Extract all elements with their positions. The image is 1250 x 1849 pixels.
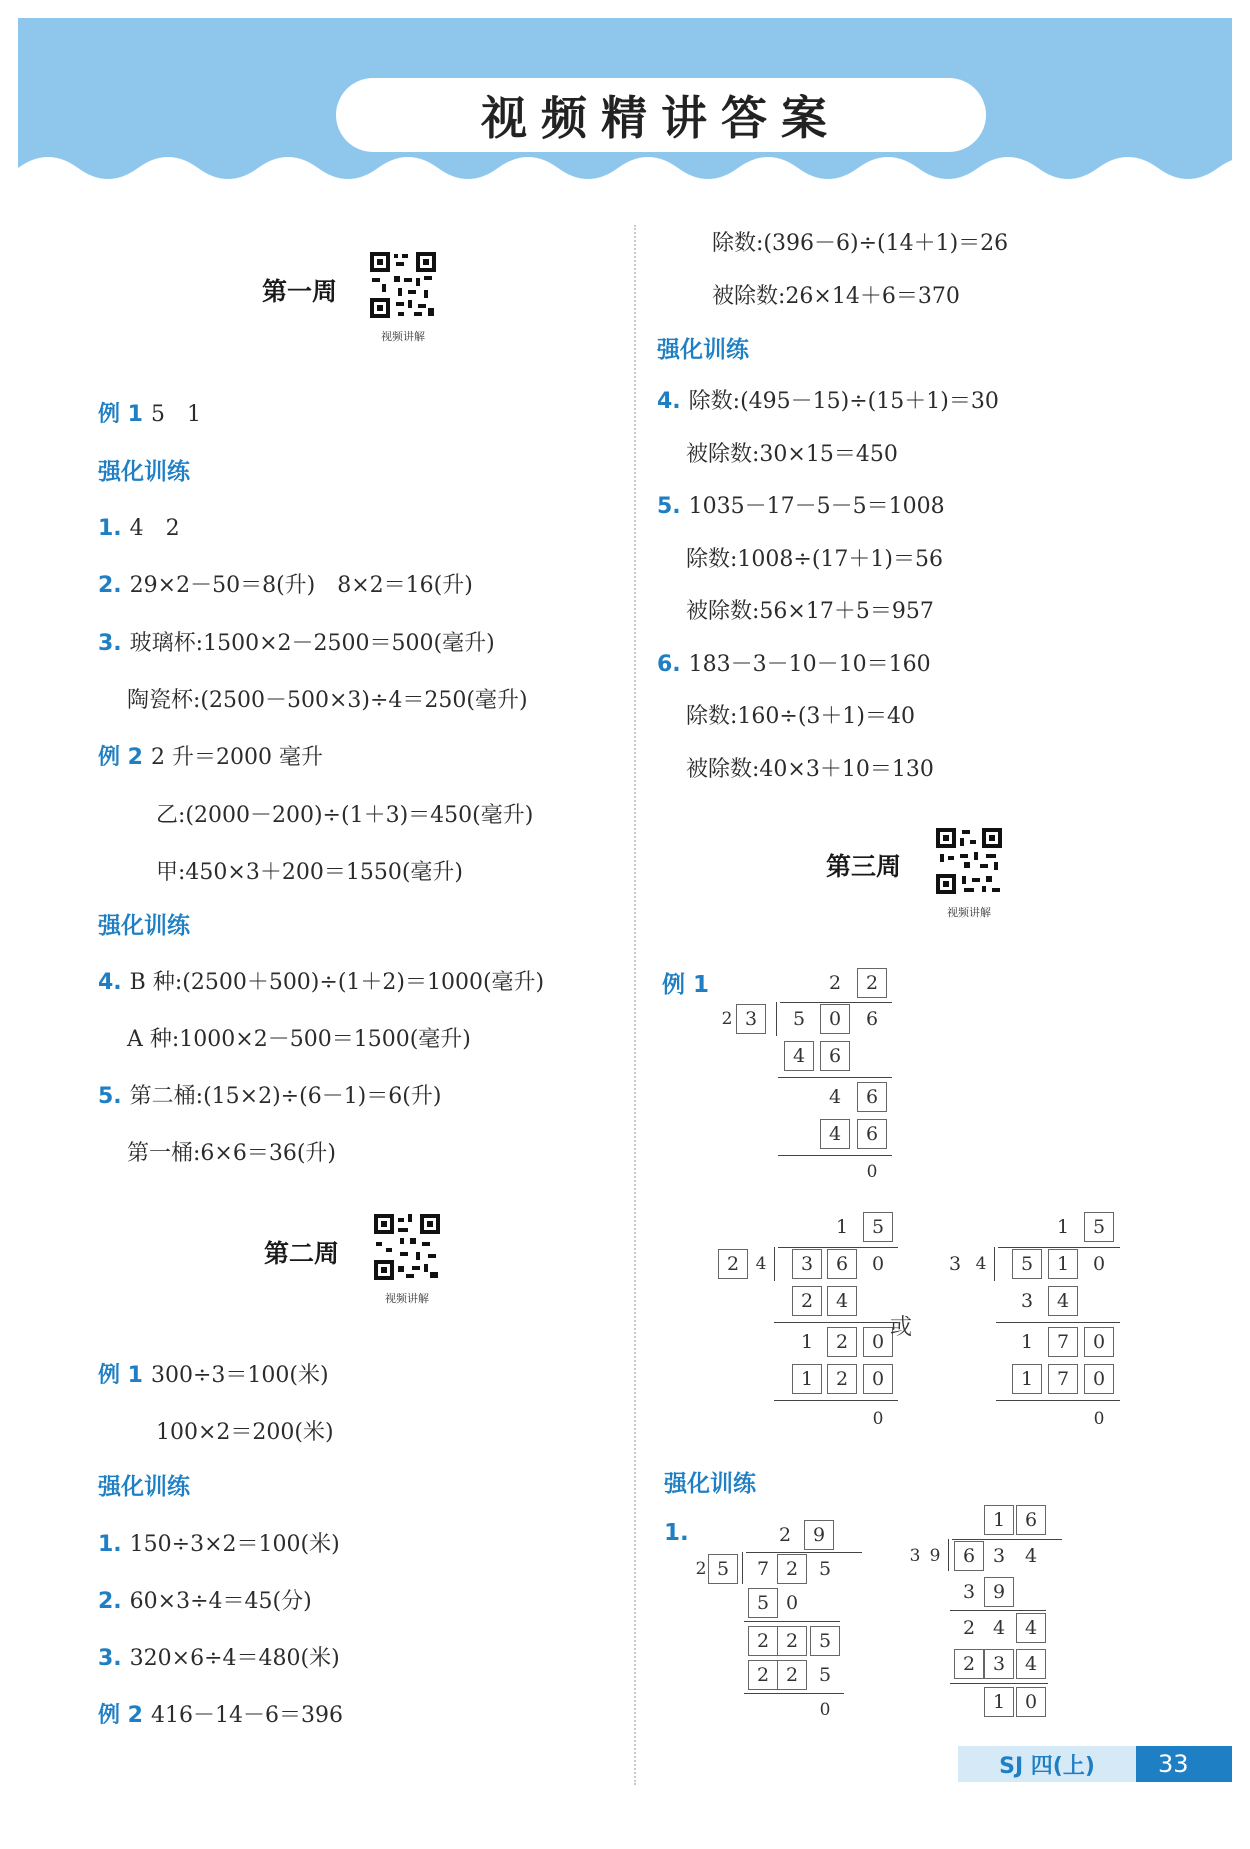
digit-cell: 0	[1084, 1364, 1114, 1394]
division-line	[774, 1322, 898, 1323]
digit-cell: 5	[818, 1558, 832, 1580]
right-answer-5c: 被除数:56×17＋5＝957	[686, 599, 934, 624]
item-label: 例 2	[98, 1703, 143, 1728]
w2-example-1: 例 1 300÷3＝100(米)	[98, 1363, 329, 1388]
digit-cell: 3	[948, 1253, 962, 1275]
digit-cell: 0	[1092, 1253, 1106, 1275]
digit-cell: 6	[857, 1119, 887, 1149]
item-label: 1.	[98, 516, 122, 541]
division-line	[952, 1539, 1062, 1540]
digit-cell: 3	[909, 1546, 921, 1566]
qr-code-icon[interactable]	[372, 1212, 442, 1282]
item-label: 2.	[98, 1589, 122, 1614]
w1-example-2b: 乙:(2000－200)÷(1＋3)＝450(毫升)	[156, 803, 534, 828]
digit-cell: 1	[835, 1216, 849, 1238]
division-line	[778, 1077, 892, 1078]
item-label: 例 1	[98, 1363, 143, 1388]
digit-cell: 2	[777, 1660, 807, 1690]
digit-cell: 7	[756, 1558, 770, 1580]
right-answer-6c: 被除数:40×3＋10＝130	[686, 757, 934, 782]
week-1-heading: 第一周	[262, 277, 338, 306]
item-label: 4.	[98, 970, 122, 995]
digit-cell: 1	[984, 1687, 1014, 1717]
digit-cell: 4	[820, 1119, 850, 1149]
digit-cell: 3	[984, 1649, 1014, 1679]
digit-cell: 0	[1016, 1687, 1046, 1717]
w2-example-1b: 100×2＝200(米)	[156, 1420, 334, 1445]
digit-cell: 1	[792, 1364, 822, 1394]
digit-cell: 2	[954, 1649, 984, 1679]
digit-cell: 2	[777, 1626, 807, 1656]
digit-cell: 4	[1024, 1545, 1038, 1567]
long-division	[900, 1505, 1070, 1730]
division-line	[746, 1552, 862, 1553]
digit-cell: 2	[748, 1660, 778, 1690]
w1-example-2: 例 2 2 升＝2000 毫升	[98, 745, 323, 770]
division-line	[776, 1002, 777, 1036]
right-line-1: 除数:(396－6)÷(14＋1)＝26	[712, 231, 1009, 256]
w1-answer-5: 5. 第二桶:(15×2)÷(6－1)＝6(升)	[98, 1084, 442, 1109]
division-line	[950, 1683, 1048, 1684]
division-line	[948, 1539, 949, 1571]
digit-cell: 3	[792, 1249, 822, 1279]
digit-cell: 0	[785, 1592, 799, 1614]
digit-cell: 1	[800, 1331, 814, 1353]
digit-cell: 6	[827, 1249, 857, 1279]
digit-cell: 1	[1012, 1364, 1042, 1394]
question-number: 1.	[664, 1520, 689, 1546]
digit-cell: 0	[1093, 1409, 1105, 1429]
section-heading: 强化训练	[664, 1471, 756, 1497]
item-label: 3.	[98, 1646, 122, 1671]
item-label: 例 1	[98, 402, 143, 427]
digit-cell: 2	[827, 1327, 857, 1357]
digit-cell: 2	[777, 1554, 807, 1584]
or-text: 或	[890, 1315, 913, 1340]
digit-cell: 4	[975, 1254, 987, 1274]
digit-cell: 2	[748, 1626, 778, 1656]
item-label: 5.	[98, 1084, 122, 1109]
digit-cell: 1	[1020, 1331, 1034, 1353]
item-label: 6.	[657, 652, 681, 677]
digit-cell: 9	[984, 1577, 1014, 1607]
digit-cell: 4	[828, 1086, 842, 1108]
digit-cell: 4	[1016, 1649, 1046, 1679]
qr-code-icon[interactable]	[934, 826, 1004, 896]
digit-cell: 2	[718, 1249, 748, 1279]
w1-answer-3: 3. 玻璃杯:1500×2－2500＝500(毫升)	[98, 631, 495, 656]
book-code: SJ 四(上)	[958, 1746, 1136, 1782]
digit-cell: 6	[1016, 1505, 1046, 1535]
w2-answer-1: 1. 150÷3×2＝100(米)	[98, 1532, 340, 1557]
digit-cell: 4	[755, 1254, 767, 1274]
column-divider	[634, 225, 636, 1785]
digit-cell: 5	[863, 1212, 893, 1242]
right-answer-5b: 除数:1008÷(17＋1)＝56	[686, 547, 943, 572]
digit-cell: 2	[721, 1009, 733, 1029]
right-answer-4b: 被除数:30×15＝450	[686, 442, 898, 467]
digit-cell: 6	[820, 1041, 850, 1071]
division-line	[998, 1247, 1120, 1248]
digit-cell: 5	[792, 1008, 806, 1030]
qr-caption: 视频讲解	[385, 1292, 429, 1305]
digit-cell: 0	[872, 1409, 884, 1429]
digit-cell: 0	[820, 1004, 850, 1034]
digit-cell: 9	[929, 1546, 941, 1566]
qr-code-icon[interactable]	[368, 250, 438, 320]
page-number: 33	[1158, 1750, 1189, 1778]
w1-answer-5b: 第一桶:6×6＝36(升)	[127, 1141, 337, 1166]
digit-cell: 4	[1048, 1286, 1078, 1316]
digit-cell: 4	[992, 1617, 1006, 1639]
digit-cell: 5	[748, 1588, 778, 1618]
digit-cell: 5	[810, 1626, 840, 1656]
example-label: 例 1	[662, 972, 710, 998]
digit-cell: 1	[984, 1505, 1014, 1535]
digit-cell: 3	[736, 1004, 766, 1034]
qr-caption: 视频讲解	[381, 330, 425, 343]
header-banner	[18, 18, 1232, 188]
division-line	[742, 1552, 743, 1584]
digit-cell: 5	[708, 1554, 738, 1584]
section-heading: 强化训练	[98, 459, 190, 485]
division-line	[996, 1400, 1120, 1401]
digit-cell: 7	[1048, 1364, 1078, 1394]
item-label: 5.	[657, 494, 681, 519]
digit-cell: 0	[871, 1253, 885, 1275]
digit-cell: 9	[804, 1520, 834, 1550]
item-label: 例 2	[98, 745, 143, 770]
digit-cell: 7	[1048, 1327, 1078, 1357]
division-line	[780, 1002, 892, 1003]
page-title: 视频精讲答案	[481, 91, 841, 145]
right-answer-5: 5. 1035－17－5－5＝1008	[657, 494, 945, 519]
division-line	[994, 1247, 995, 1281]
digit-cell: 2	[962, 1617, 976, 1639]
w1-example-2c: 甲:450×3＋200＝1550(毫升)	[156, 860, 463, 885]
digit-cell: 1	[1056, 1216, 1070, 1238]
division-line	[744, 1693, 844, 1694]
digit-cell: 3	[1020, 1290, 1034, 1312]
division-line	[744, 1621, 840, 1622]
w2-answer-3: 3. 320×6÷4＝480(米)	[98, 1646, 340, 1671]
digit-cell: 4	[784, 1041, 814, 1071]
w2-answer-2: 2. 60×3÷4＝45(分)	[98, 1589, 312, 1614]
w1-answer-4: 4. B 种:(2500＋500)÷(1＋2)＝1000(毫升)	[98, 970, 545, 995]
digit-cell: 6	[954, 1541, 984, 1571]
digit-cell: 3	[962, 1581, 976, 1603]
section-heading: 强化训练	[657, 337, 749, 363]
item-label: 1.	[98, 1532, 122, 1557]
division-line	[778, 1155, 892, 1156]
digit-cell: 5	[818, 1664, 832, 1686]
right-answer-6b: 除数:160÷(3＋1)＝40	[686, 704, 915, 729]
item-label: 4.	[657, 389, 681, 414]
digit-cell: 0	[863, 1327, 893, 1357]
right-line-2: 被除数:26×14＋6＝370	[712, 284, 960, 309]
w1-example-1: 例 1 5 1	[98, 402, 201, 427]
w2-example-2: 例 2 416－14－6＝396	[98, 1703, 343, 1728]
digit-cell: 2	[792, 1286, 822, 1316]
division-line	[774, 1400, 898, 1401]
digit-cell: 0	[863, 1364, 893, 1394]
week-3-heading: 第三周	[826, 852, 902, 881]
digit-cell: 4	[1016, 1613, 1046, 1643]
division-line	[950, 1610, 1046, 1611]
w1-answer-2: 2. 29×2－50＝8(升) 8×2＝16(升)	[98, 573, 473, 598]
digit-cell: 1	[1048, 1249, 1078, 1279]
digit-cell: 0	[819, 1700, 831, 1720]
section-heading: 强化训练	[98, 1474, 190, 1500]
division-line	[774, 1247, 775, 1281]
digit-cell: 0	[866, 1162, 878, 1182]
item-label: 2.	[98, 573, 122, 598]
week-2-heading: 第二周	[264, 1239, 340, 1268]
long-division	[718, 1212, 898, 1437]
section-heading: 强化训练	[98, 913, 190, 939]
page-footer	[958, 1746, 1232, 1782]
digit-cell: 5	[1012, 1249, 1042, 1279]
long-division	[712, 968, 892, 1188]
digit-cell: 2	[857, 968, 887, 998]
digit-cell: 2	[827, 1364, 857, 1394]
w1-answer-3b: 陶瓷杯:(2500－500×3)÷4＝250(毫升)	[127, 688, 528, 713]
digit-cell: 5	[1084, 1212, 1114, 1242]
digit-cell: 2	[828, 972, 842, 994]
digit-cell: 6	[857, 1082, 887, 1112]
digit-cell: 3	[992, 1545, 1006, 1567]
long-division	[940, 1212, 1120, 1437]
title-pill	[336, 78, 986, 152]
digit-cell: 2	[695, 1559, 707, 1579]
w1-answer-4b: A 种:1000×2－500＝1500(毫升)	[127, 1027, 471, 1052]
item-label: 3.	[98, 631, 122, 656]
qr-caption: 视频讲解	[947, 906, 991, 919]
long-division	[686, 1520, 862, 1725]
division-line	[778, 1247, 898, 1248]
w1-answer-1: 1. 4 2	[98, 516, 180, 541]
digit-cell: 0	[1084, 1327, 1114, 1357]
division-line	[996, 1322, 1120, 1323]
digit-cell: 2	[778, 1524, 792, 1546]
right-answer-6: 6. 183－3－10－10＝160	[657, 652, 931, 677]
digit-cell: 6	[865, 1008, 879, 1030]
digit-cell: 4	[827, 1286, 857, 1316]
right-answer-4: 4. 除数:(495－15)÷(15＋1)＝30	[657, 389, 999, 414]
